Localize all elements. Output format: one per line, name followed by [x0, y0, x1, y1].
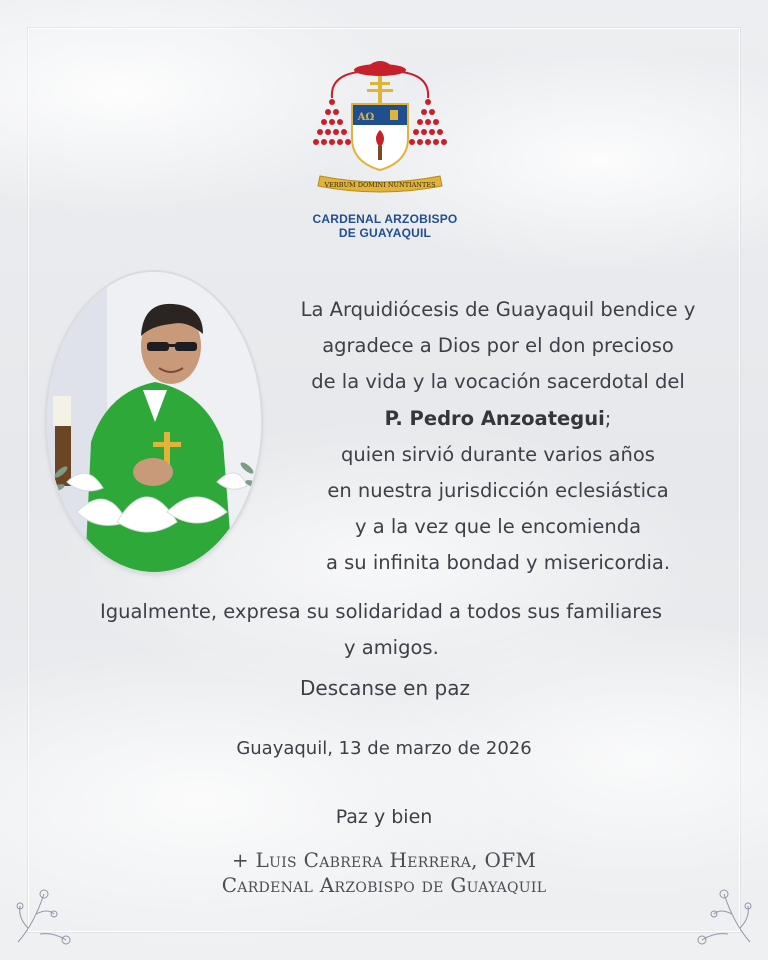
solidarity-message	[96, 594, 696, 666]
floral-ornament-icon	[14, 884, 74, 946]
date-line: Guayaquil, 13 de marzo de 2026	[236, 738, 532, 759]
message-line-7: y a la vez que le encomienda	[354, 515, 642, 539]
condolence-message	[280, 292, 716, 582]
svg-text:VERBUM DOMINI NUNTIANTES: VERBUM DOMINI NUNTIANTES	[324, 181, 436, 189]
message-line-3: de la vida y la vocación sacerdotal del	[311, 370, 685, 394]
signer-title: Cardenal Arzobispo de Guayaquil	[221, 873, 547, 897]
solidarity-line-1: Igualmente, expresa su solidaridad a todos sus familiares	[100, 600, 663, 623]
message-line-5: quien sirvió durante varios años	[341, 442, 655, 466]
coat-of-arms-icon	[310, 58, 450, 208]
priest-name-suffix: ;	[604, 406, 612, 430]
floral-ornament-icon	[694, 884, 754, 946]
message-line-name	[280, 401, 716, 437]
solidarity-line-2: y amigos.	[344, 636, 439, 659]
caption-line-2: DE GUAYAQUIL	[338, 226, 432, 240]
message-line-6: en nuestra jurisdicción eclesiástica	[327, 479, 669, 503]
caption-line-1: CARDENAL ARZOBISPO	[312, 212, 458, 226]
message-line-8: a su infinita bondad y misericordia.	[325, 551, 671, 575]
priest-name: P. Pedro Anzoategui	[384, 406, 605, 430]
svg-text:AΩ: AΩ	[357, 112, 375, 123]
signature-block	[140, 848, 628, 898]
priest-portrait	[47, 272, 261, 572]
priest-portrait-illustration	[47, 272, 261, 572]
message-line-1: La Arquidiócesis de Guayaquil bendice y	[300, 298, 696, 321]
closing-greeting: Paz y bien	[335, 806, 433, 828]
signer-name: + Luis Cabrera Herrera, OFM	[231, 848, 537, 872]
rest-in-peace: Descanse en paz	[300, 676, 470, 700]
message-line-2: agradece a Dios por el don precioso	[322, 334, 674, 358]
archbishop-caption	[290, 212, 480, 240]
